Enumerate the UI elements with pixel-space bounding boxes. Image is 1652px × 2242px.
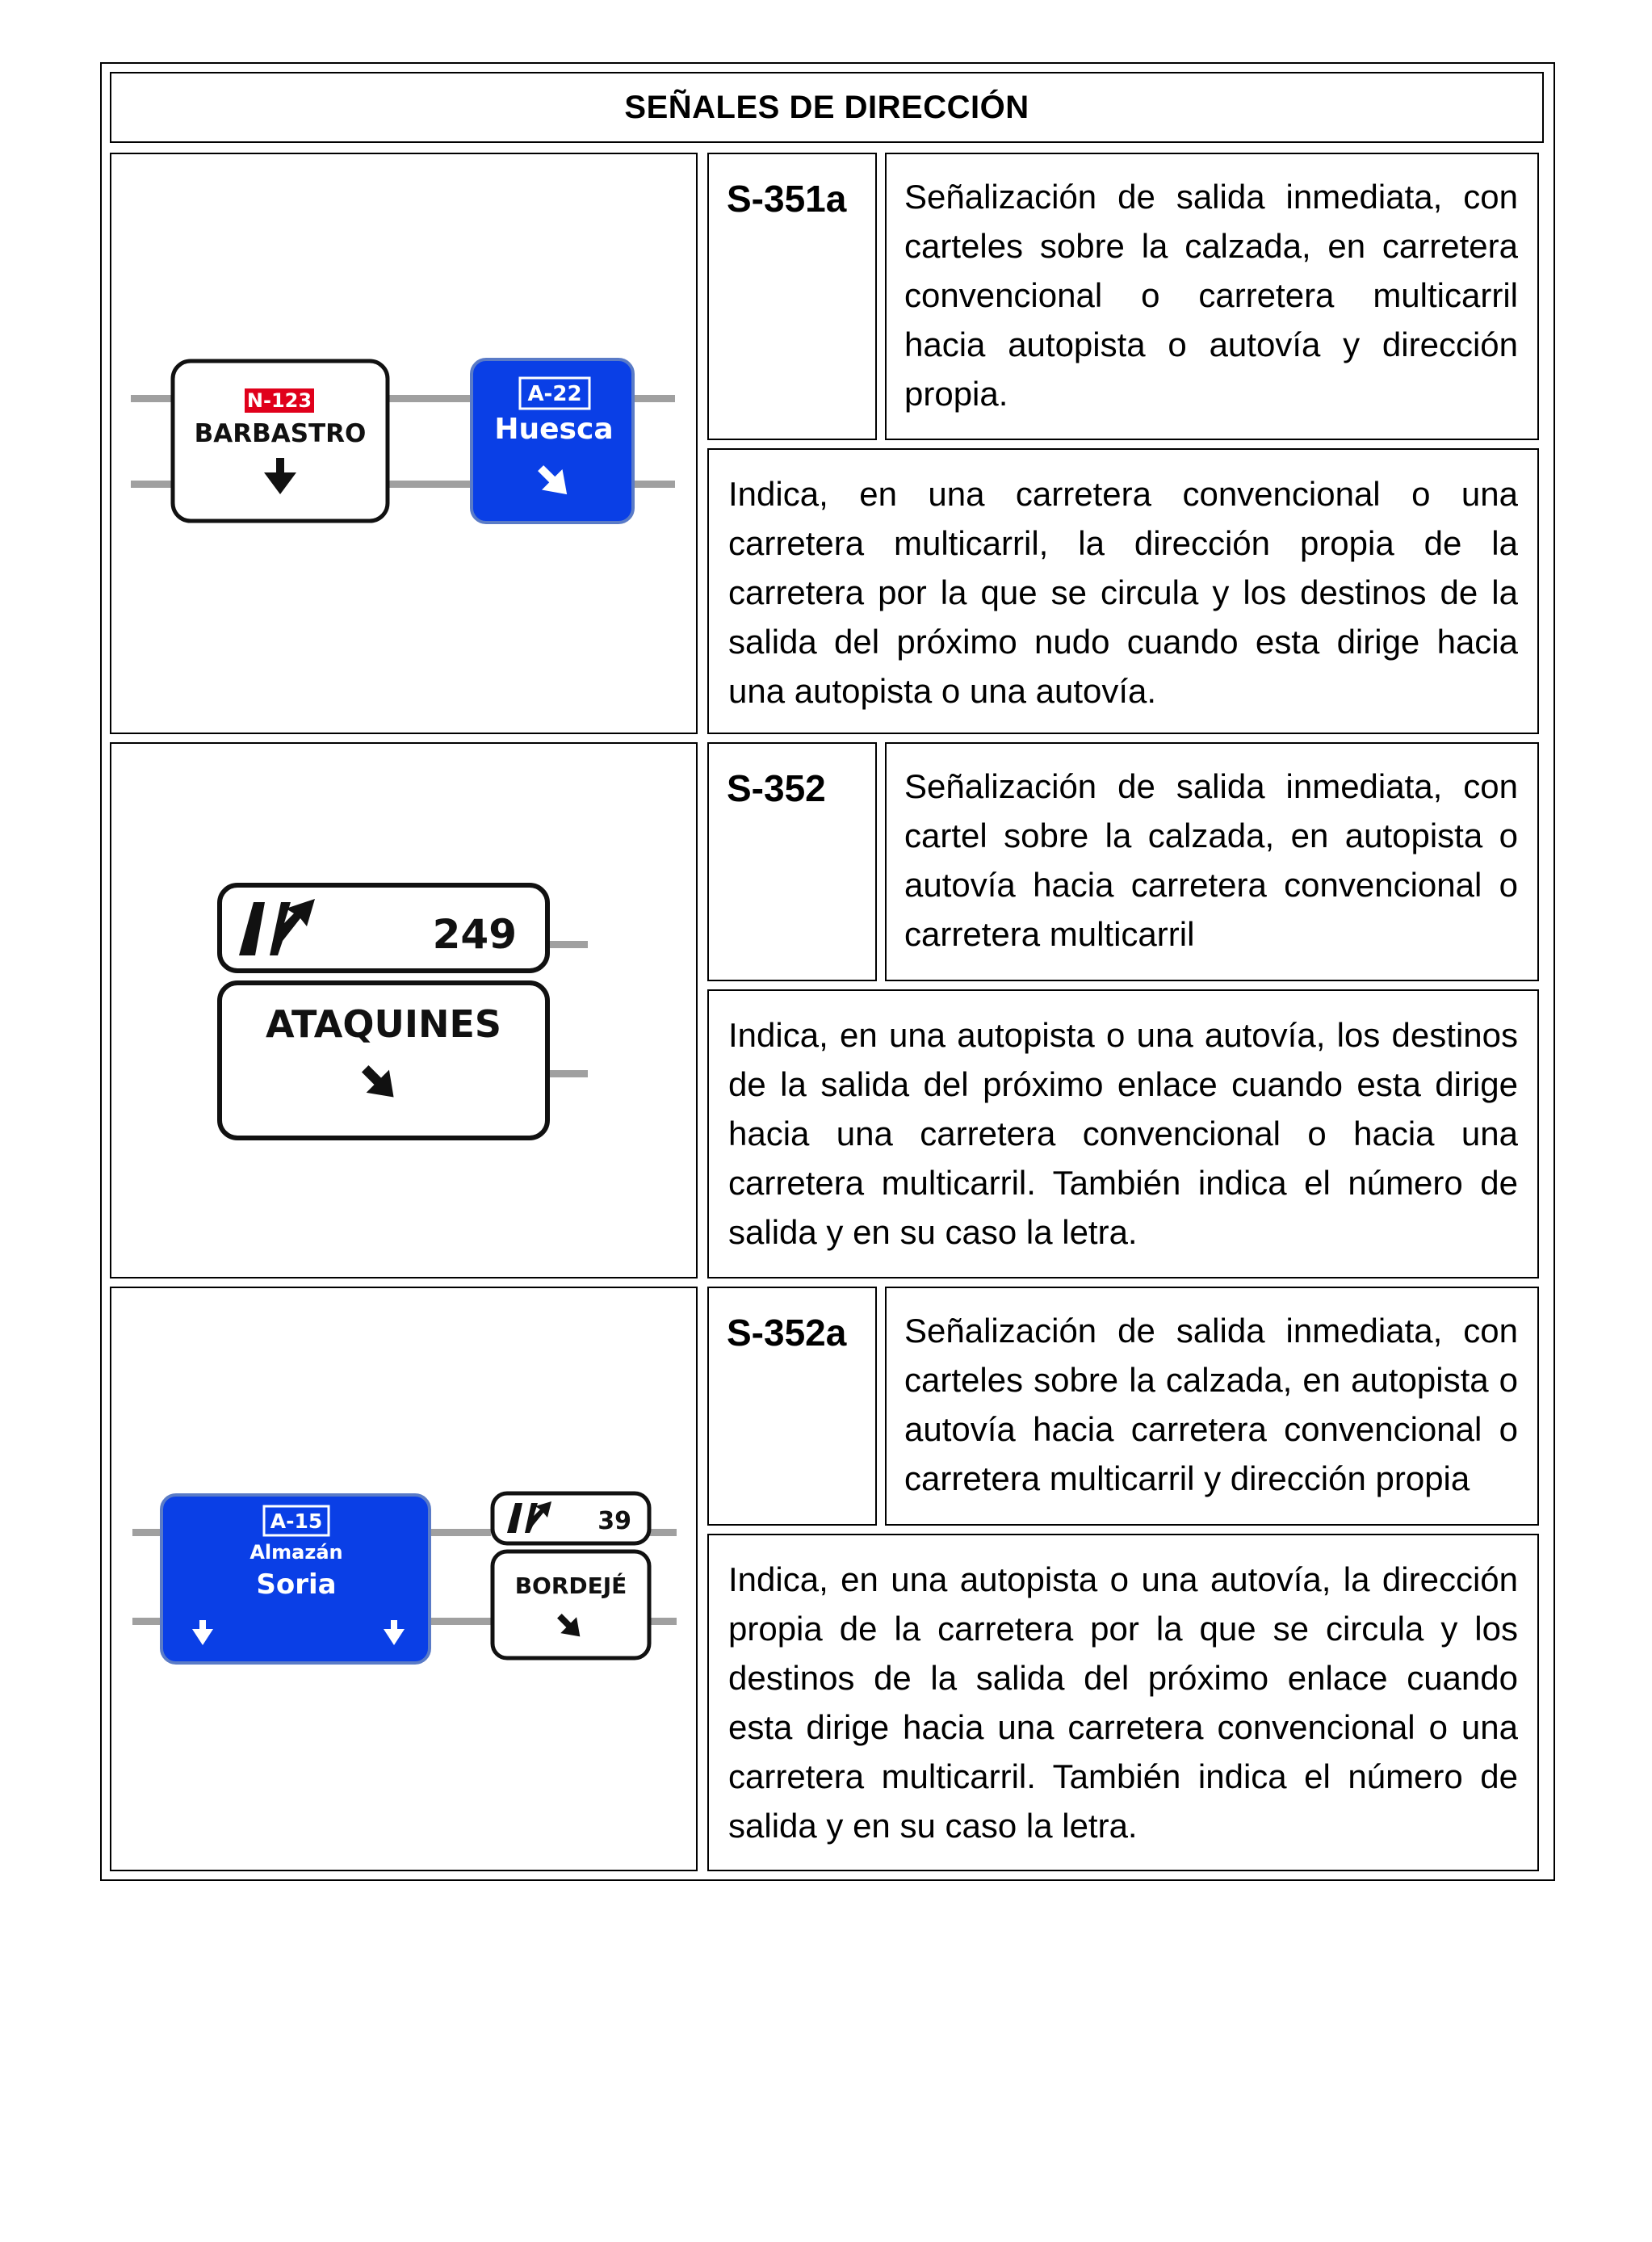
destination-huesca: Huesca [494,413,614,446]
road-badge-a15-label: A-15 [270,1509,323,1533]
sign-image-s352a [110,1287,698,1871]
road-badge-a22-label: A-22 [527,382,582,406]
sign-code: S-352 [707,742,877,981]
road-badge-n123-label: N-123 [246,389,312,412]
sign-code: S-351a [707,153,877,440]
exit-number: 39 [597,1507,631,1535]
destination-barbastro: BARBASTRO [194,419,367,448]
sign-long-description: Indica, en una carretera convencional o una carretera multicarril, la dirección propia de la carretera por la que se circula y los destinos de la salida del próximo nudo cuando esta dirige hacia una autopista o una autovía. [707,448,1539,734]
sign-image-s351a [110,153,698,734]
sign-code: S-352a [707,1287,877,1526]
sign-short-description: Señalización de salida inmediata, con cartel sobre la calzada, en autopista o autovía hacia carretera convencional o carretera multicarril [885,742,1539,981]
destination-soria: Soria [256,1568,337,1601]
sign-long-description: Indica, en una autopista o una autovía, los destinos de la salida del próximo enlace cuando esta dirige hacia una carretera convencional o hacia una carretera multicarril. También indica el número de salida y en su caso la letra. [707,989,1539,1278]
destination-ataquines: ATAQUINES [265,1002,502,1046]
page-title: SEÑALES DE DIRECCIÓN [110,72,1544,143]
exit-number: 249 [432,911,517,958]
destination-almazan: Almazán [249,1541,343,1564]
destination-bordeje: BORDEJÉ [514,1572,627,1599]
sign-short-description: Señalización de salida inmediata, con carteles sobre la calzada, en autopista o autovía hacia carretera convencional o carretera multicarril y dirección propia [885,1287,1539,1526]
sign-short-description: Señalización de salida inmediata, con carteles sobre la calzada, en carretera convencional o carretera multicarril hacia autopista o autovía y dirección propia. [885,153,1539,440]
sign-long-description: Indica, en una autopista o una autovía, la dirección propia de la carretera por la que se circula y los destinos de la salida del próximo enlace cuando esta dirige hacia una carretera convencional o una carretera multicarril. También indica el número de salida y en su caso la letra. [707,1534,1539,1871]
destination-panel-bordeje [493,1551,649,1658]
sign-image-s352 [110,742,698,1278]
